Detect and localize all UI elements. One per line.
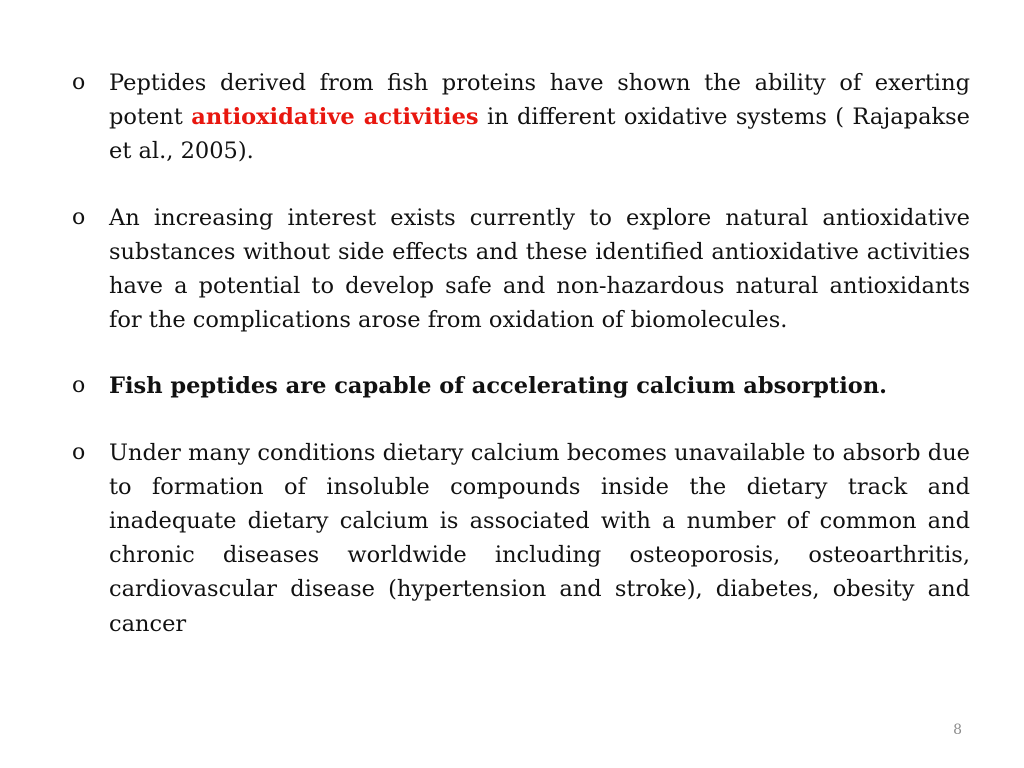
bullet-text-before: Peptides derived from fish proteins have shown the ability of exerting potent bbox=[109, 70, 970, 131]
bullet-list bbox=[72, 66, 970, 641]
bullet-marker: o bbox=[72, 204, 86, 230]
bullet-text-after: in different oxidative systems ( Rajapakse et al., 2005). bbox=[109, 104, 970, 165]
bullet-item-dietary-calcium bbox=[72, 436, 970, 641]
bullet-item-natural-antioxidants bbox=[72, 201, 970, 338]
bullet-text bbox=[109, 66, 970, 169]
highlighted-term: antioxidative activities bbox=[191, 104, 479, 131]
bullet-marker: o bbox=[72, 439, 86, 465]
bullet-text-bold: Fish peptides are capable of accelerating calcium absorption. bbox=[109, 373, 888, 400]
bullet-item-antioxidative-peptides bbox=[72, 66, 970, 169]
bullet-text: An increasing interest exists currently to explore natural antioxidative substances without side effects and these identified antioxidative activities have a potential to develop safe and non-hazardous natural antioxidants for the complications arose from oxidation of biomolecules. bbox=[109, 204, 970, 334]
bullet-marker: o bbox=[72, 373, 86, 399]
bullet-item-calcium-absorption bbox=[72, 369, 970, 403]
page-number: 8 bbox=[953, 722, 962, 738]
bullet-text: Under many conditions dietary calcium becomes unavailable to absorb due to formation of insoluble compounds inside the dietary track and inadequate dietary calcium is associated with a number of common and chronic diseases worldwide including osteoporosis, osteoarthritis, cardiovascular disease (hypertension and stroke), diabetes, obesity and cancer bbox=[109, 439, 970, 637]
bullet-marker: o bbox=[72, 70, 86, 95]
